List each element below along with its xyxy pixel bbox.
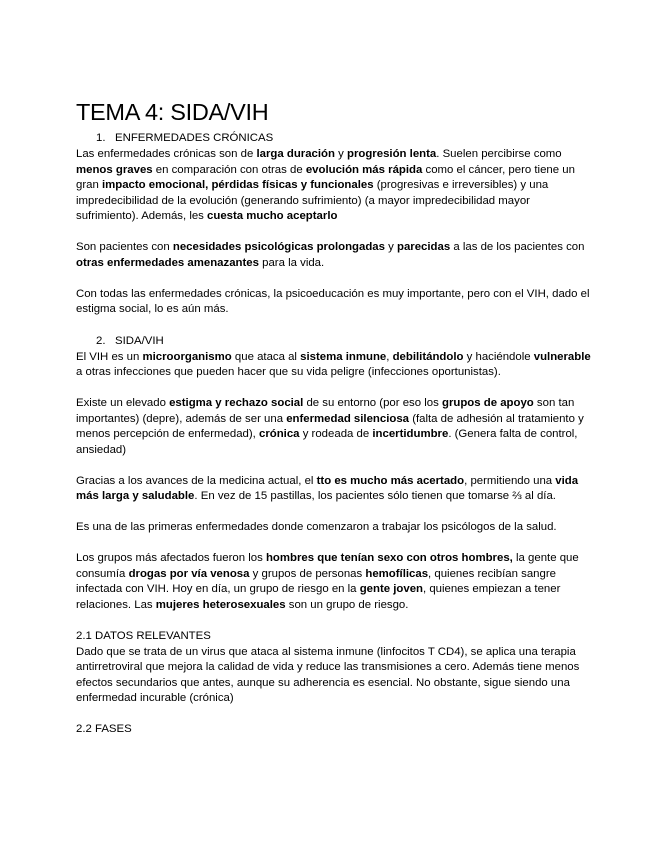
- text-run: y rodeada de: [299, 428, 373, 440]
- emphasis-text: progresión lenta: [347, 148, 437, 160]
- text-run: Son pacientes con: [76, 241, 173, 253]
- list-number: 1.: [96, 132, 106, 144]
- text-run: como el cáncer, pero tiene un gran: [76, 163, 575, 191]
- paragraph: [76, 287, 595, 318]
- paragraph: [76, 551, 595, 613]
- emphasis-text: impacto emocional, pérdidas físicas y funcionales: [101, 179, 374, 191]
- text-run: en comparación con otras de: [152, 163, 306, 176]
- emphasis-text: mujeres heterosexuales: [155, 598, 286, 611]
- emphasis-text: drogas por vía venosa: [128, 567, 250, 580]
- text-run: . (Genera falta de control, ansiedad): [76, 428, 578, 456]
- section-heading-text: SIDA/VIH: [115, 334, 164, 347]
- text-run: son tan importantes) (depre), además de ser una: [76, 397, 575, 425]
- text-run: y: [384, 241, 397, 253]
- emphasis-text: larga duración: [256, 148, 335, 160]
- text-run: a las de los pacientes con: [450, 241, 585, 253]
- emphasis-text: menos graves: [76, 163, 153, 176]
- paragraph: [76, 396, 595, 458]
- list-number: 2.: [96, 334, 106, 347]
- emphasis-text: gente joven: [359, 583, 423, 595]
- text-run: a otras infecciones que pueden hacer que su vida peligre (infecciones oportunistas).: [76, 366, 501, 378]
- emphasis-text: parecidas: [396, 241, 451, 253]
- section-heading-text: ENFERMEDADES CRÓNICAS: [115, 132, 274, 144]
- emphasis-text: tto es mucho más acertado: [316, 474, 465, 487]
- text-run: El VIH es un: [76, 350, 143, 363]
- emphasis-text: hemofílicas: [365, 567, 429, 580]
- paragraph: [76, 147, 595, 225]
- text-run: Los grupos más afectados fueron los: [76, 552, 266, 564]
- paragraph: [76, 240, 595, 271]
- emphasis-text: crónica: [259, 428, 300, 440]
- emphasis-text: vida más larga y saludable: [76, 474, 579, 502]
- text-run: Las enfermedades crónicas son de: [76, 148, 257, 160]
- section-heading-sida-vih: [96, 334, 595, 349]
- page-title: TEMA 4: SIDA/VIH: [76, 99, 269, 125]
- text-run: (falta de adhesión al tratamiento y menos percepción de enfermedad),: [76, 412, 584, 440]
- emphasis-text: sistema inmune: [300, 350, 387, 363]
- text-run: y: [334, 148, 347, 160]
- paragraph: [76, 350, 595, 381]
- emphasis-text: microorganismo: [142, 350, 232, 363]
- emphasis-text: estigma y rechazo social: [169, 397, 304, 409]
- paragraph: [76, 474, 595, 505]
- emphasis-text: hombres que tenían sexo con otros hombres,: [265, 552, 513, 564]
- text-run: Dado que se trata de un virus que ataca al sistema inmune (linfocitos T CD4), se aplica una terapia antirretroviral que mejora la calidad de vida y reduce las transmisiones a cero. Además tiene menos efectos secundarios que antes, aunque su adherencia es esencial. No obstante, sigue siendo una enfermedad incurable (crónica): [76, 645, 580, 704]
- emphasis-text: incertidumbre: [372, 428, 449, 440]
- section-heading-chronic-diseases: [96, 131, 595, 146]
- text-run: , permitiendo una: [464, 474, 556, 487]
- text-run: y haciéndole: [463, 350, 534, 363]
- text-run: Existe un elevado: [76, 397, 170, 409]
- text-run: , quienes empiezan a tener relaciones. Las: [76, 583, 561, 611]
- text-run: . En vez de 15 pastillas, los pacientes sólo tienen que tomarse ⅔ al día.: [194, 490, 556, 502]
- text-run: , quienes recibían sangre infectada con VIH. Hoy en día, un grupo de riesgo en la: [76, 567, 556, 595]
- text-run: Es una de las primeras enfermedades donde comenzaron a trabajar los psicólogos de la salud.: [76, 521, 557, 533]
- subsection-heading-fases: 2.2 FASES: [76, 723, 132, 735]
- paragraph: [76, 520, 595, 536]
- emphasis-text: debilitándolo: [392, 350, 464, 363]
- emphasis-text: cuesta mucho aceptarlo: [207, 210, 338, 222]
- text-run: Gracias a los avances de la medicina actual, el: [76, 474, 317, 487]
- text-run: para la vida.: [258, 256, 325, 269]
- text-run: (progresivas e irreversibles) y una impredecibilidad de la evolución (generando sufrimiento) (a mayor impredecibilidad mayor sufrimiento). Además, les: [76, 179, 549, 222]
- text-run: . Suelen percibirse como: [436, 148, 562, 160]
- text-run: ,: [386, 350, 393, 363]
- emphasis-text: grupos de apoyo: [441, 397, 534, 409]
- text-run: que ataca al: [231, 350, 301, 363]
- paragraph: [76, 645, 595, 707]
- emphasis-text: necesidades psicológicas prolongadas: [172, 241, 385, 253]
- emphasis-text: otras enfermedades amenazantes: [76, 256, 259, 269]
- emphasis-text: evolución más rápida: [305, 163, 423, 176]
- text-run: la gente que consumía: [76, 552, 579, 580]
- text-run: y grupos de personas: [249, 567, 366, 580]
- emphasis-text: vulnerable: [533, 350, 591, 363]
- text-run: de su entorno (por eso los: [303, 397, 442, 409]
- emphasis-text: enfermedad silenciosa: [286, 412, 410, 425]
- text-run: Con todas las enfermedades crónicas, la psicoeducación es muy importante, pero con el VIH, dado el estigma social, lo es aún más.: [76, 287, 590, 315]
- text-run: son un grupo de riesgo.: [285, 598, 409, 611]
- subsection-heading-datos-relevantes: 2.1 DATOS RELEVANTES: [76, 630, 211, 642]
